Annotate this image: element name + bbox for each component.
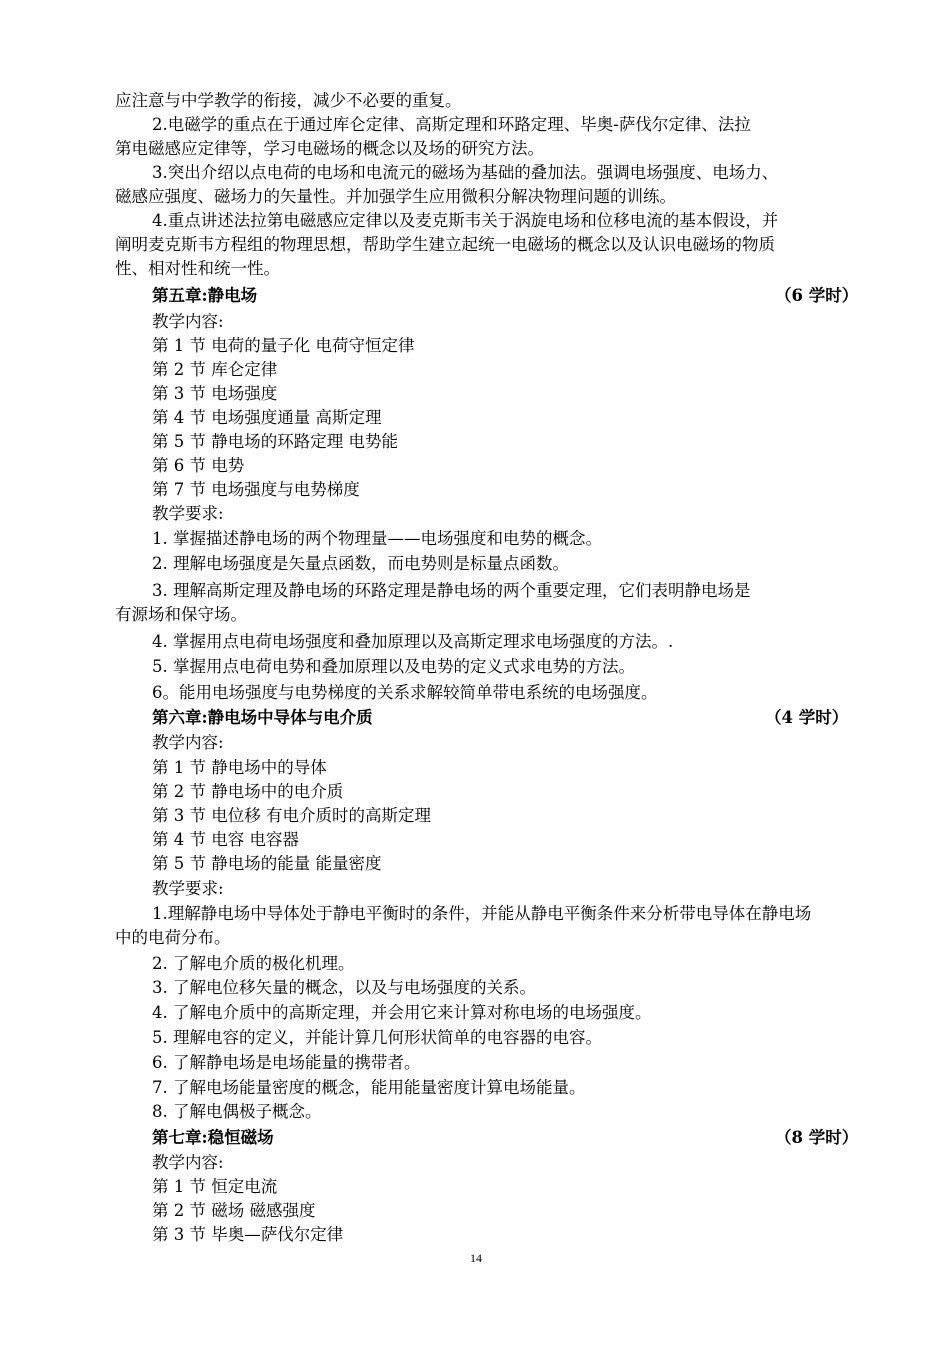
chapter-6-hours: （4 学时） (765, 708, 849, 727)
requirement-item: 4. 了解电介质中的高斯定理，并会用它来计算对称电场的电场强度。 (152, 1003, 652, 1022)
section-item: 第 2 节 静电场中的电介质 (152, 782, 344, 801)
requirement-item: 2. 了解电介质的极化机理。 (152, 954, 355, 973)
requirement-item: 8. 了解电偶极子概念。 (152, 1102, 322, 1121)
text-line: 性、相对性和统一性。 (115, 259, 280, 278)
chapter-6-heading: 第六章:静电场中导体与电介质 (152, 708, 373, 727)
text-line: 第电磁感应定律等，学习电磁场的概念以及场的研究方法。 (115, 139, 544, 158)
section-item: 第 4 节 电容 电容器 (152, 830, 299, 849)
page-number: 14 (470, 1251, 482, 1265)
requirement-item: 4. 掌握用点电荷电场强度和叠加原理以及高斯定理求电场强度的方法。. (152, 632, 674, 651)
section-item: 第 1 节 电荷的量子化 电荷守恒定律 (152, 336, 415, 355)
section-label: 教学内容: (152, 312, 224, 331)
section-item: 第 1 节 静电场中的导体 (152, 758, 327, 777)
section-item: 第 2 节 库仑定律 (152, 360, 278, 379)
section-item: 第 3 节 电位移 有电介质时的高斯定理 (152, 806, 431, 825)
requirement-item: 3. 理解高斯定理及静电场的环路定理是静电场的两个重要定理，它们表明静电场是 (152, 581, 751, 600)
requirement-item: 有源场和保守场。 (115, 605, 247, 624)
text-line: 2.电磁学的重点在于通过库仑定律、高斯定理和环路定理、毕奥-萨伐尔定律、法拉 (152, 115, 751, 134)
section-item: 第 4 节 电场强度通量 高斯定理 (152, 408, 382, 427)
section-item: 第 7 节 电场强度与电势梯度 (152, 480, 360, 499)
section-item: 第 6 节 电势 (152, 456, 245, 475)
section-label: 教学要求: (152, 504, 224, 523)
requirement-item: 6。能用电场强度与电势梯度的关系求解较简单带电系统的电场强度。 (152, 683, 658, 702)
text-line: 磁感应强度、磁场力的矢量性。并加强学生应用微积分解决物理问题的训练。 (115, 187, 676, 206)
section-label: 教学内容: (152, 1153, 224, 1172)
section-item: 第 5 节 静电场的环路定理 电势能 (152, 432, 398, 451)
text-line: 阐明麦克斯韦方程组的物理思想，帮助学生建立起统一电磁场的概念以及认识电磁场的物质 (115, 235, 775, 254)
requirement-item: 1. 掌握描述静电场的两个物理量——电场强度和电势的概念。 (152, 529, 602, 548)
requirement-item: 3. 了解电位移矢量的概念，以及与电场强度的关系。 (152, 978, 536, 997)
requirement-item: 中的电荷分布。 (115, 928, 231, 947)
text-line: 3.突出介绍以点电荷的电场和电流元的磁场为基础的叠加法。强调电场强度、电场力、 (152, 163, 779, 182)
chapter-7-hours: （8 学时） (775, 1128, 859, 1147)
requirement-item: 6. 了解静电场是电场能量的携带者。 (152, 1053, 421, 1072)
requirement-item: 7. 了解电场能量密度的概念，能用能量密度计算电场能量。 (152, 1078, 586, 1097)
section-item: 第 5 节 静电场的能量 能量密度 (152, 854, 382, 873)
text-line: 应注意与中学教学的衔接，减少不必要的重复。 (115, 91, 462, 110)
chapter-5-heading: 第五章:静电场 (152, 286, 258, 305)
section-label: 教学要求: (152, 879, 224, 898)
section-item: 第 2 节 磁场 磁感强度 (152, 1201, 316, 1220)
section-item: 第 3 节 电场强度 (152, 384, 278, 403)
section-item: 第 1 节 恒定电流 (152, 1177, 278, 1196)
requirement-item: 5. 理解电容的定义，并能计算几何形状简单的电容器的电容。 (152, 1028, 602, 1047)
section-item: 第 3 节 毕奥—萨伐尔定律 (152, 1225, 344, 1244)
requirement-item: 1.理解静电场中导体处于静电平衡时的条件，并能从静电平衡条件来分析带电导体在静电场 (152, 904, 812, 923)
chapter-7-heading: 第七章:稳恒磁场 (152, 1128, 274, 1147)
section-label: 教学内容: (152, 733, 224, 752)
requirement-item: 2. 理解电场强度是矢量点函数，而电势则是标量点函数。 (152, 554, 569, 573)
requirement-item: 5. 掌握用点电荷电势和叠加原理以及电势的定义式求电势的方法。 (152, 657, 635, 676)
text-line: 4.重点讲述法拉第电磁感应定律以及麦克斯韦关于涡旋电场和位移电流的基本假设，并 (152, 211, 779, 230)
chapter-5-hours: （6 学时） (775, 286, 859, 305)
